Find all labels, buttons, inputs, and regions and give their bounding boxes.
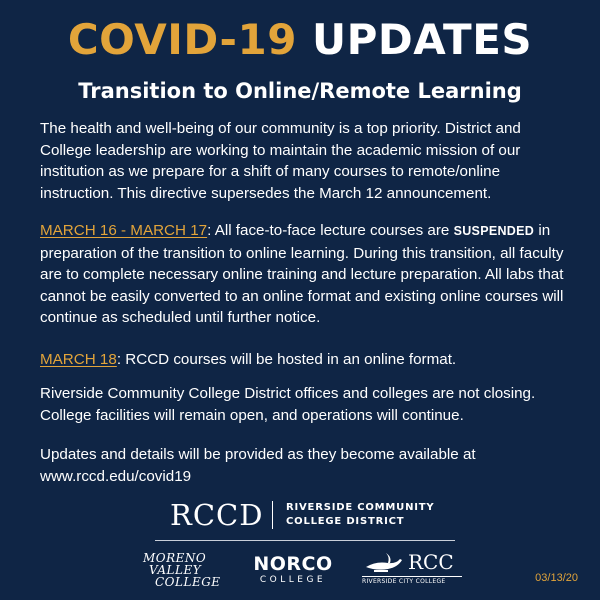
lamp-icon bbox=[362, 551, 406, 575]
rcc-mark: RCC bbox=[408, 550, 454, 574]
norco-line1: NORCO bbox=[253, 553, 333, 575]
suspended-emphasis: SUSPENDED bbox=[453, 224, 535, 238]
intro-paragraph: The health and well-being of our community is a top priority. District and College leadership are working to maintain the academic mission of our institution as we prepare for a shift of many courses to remote/online instruction. This directive supersedes the March 12 announcement. bbox=[40, 120, 521, 202]
rccd-separator bbox=[272, 501, 273, 529]
mvc-line1: MORENO bbox=[143, 551, 207, 565]
march18-date-label: MARCH 18 bbox=[40, 351, 117, 368]
norco-college-logo bbox=[248, 554, 338, 586]
rcc-name: RIVERSIDE CITY COLLEGE bbox=[362, 576, 462, 585]
riverside-city-college-logo bbox=[362, 549, 462, 589]
headline-updates: UPDATES bbox=[312, 15, 533, 64]
march16-date-label: MARCH 16 - MARCH 17 bbox=[40, 222, 208, 239]
rccd-district-name bbox=[286, 501, 434, 529]
march16-text-b: in preparation of the transition to online learning. During this transition, all faculty are to complete necessary online training and lecture preparation. All labs that cannot be easily converted to an online format and existing online courses will continue as scheduled until further notice. bbox=[40, 222, 564, 326]
headline bbox=[0, 14, 600, 66]
rccd-name-line2: COLLEGE DISTRICT bbox=[286, 516, 405, 527]
march16-text-a: : All face-to-face lecture courses are bbox=[207, 222, 454, 239]
norco-line2: COLLEGE bbox=[259, 575, 327, 585]
moreno-valley-college-logo bbox=[143, 552, 223, 588]
mvc-line3: COLLEGE bbox=[155, 575, 221, 589]
logo-divider bbox=[155, 540, 455, 541]
march18-text: : RCCD courses will be hosted in an online format. bbox=[116, 351, 457, 368]
rccd-logo bbox=[140, 497, 460, 533]
march16-paragraph bbox=[40, 220, 570, 329]
date-stamp: 03/13/20 bbox=[535, 572, 578, 584]
march18-paragraph bbox=[40, 349, 570, 371]
rccd-name-line1: RIVERSIDE COMMUNITY bbox=[286, 502, 435, 513]
updates-paragraph: Updates and details will be provided as they become available at www.rccd.edu/covid19 bbox=[40, 446, 476, 485]
rccd-mark: RCCD bbox=[170, 498, 264, 532]
mvc-line2: VALLEY bbox=[149, 563, 202, 577]
subtitle: Transition to Online/Remote Learning bbox=[78, 79, 522, 103]
headline-covid: COVID-19 bbox=[67, 15, 297, 64]
offices-paragraph: Riverside Community College District offices and colleges are not closing. College facilities will remain open, and operations will continue. bbox=[40, 385, 536, 424]
